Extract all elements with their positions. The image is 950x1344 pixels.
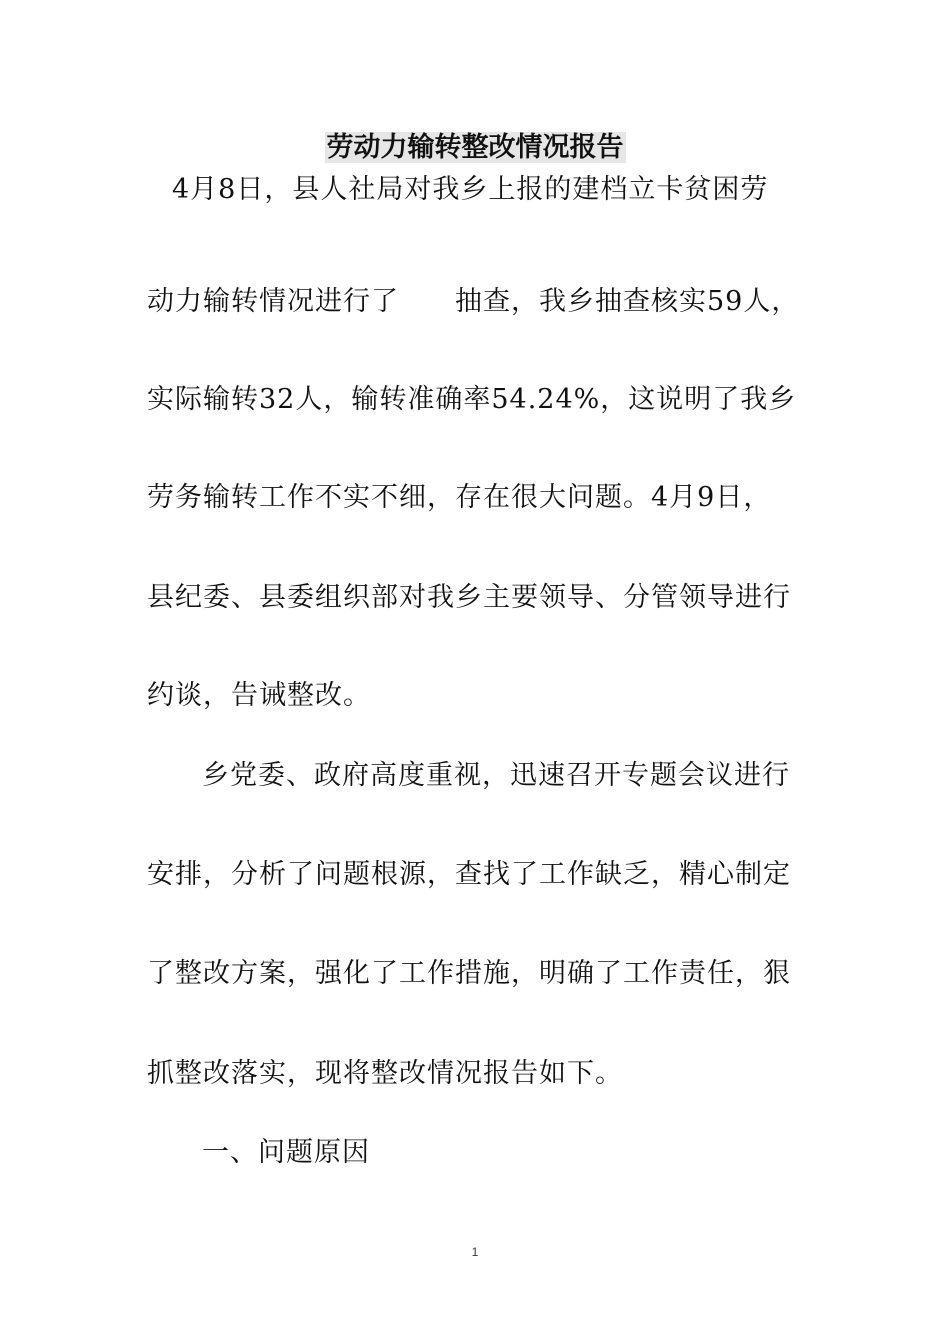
paragraph-line: 乡党委、政府高度重视，迅速召开专题会议进行 — [202, 760, 790, 791]
paragraph-line: 实际输转32人，输转准确率54.24%，这说明了我乡 — [147, 384, 797, 415]
document-title — [0, 128, 950, 168]
paragraph-line: 4月8日，县人社局对我乡上报的建档立卡贫困劳 — [172, 174, 769, 205]
section-heading: 一、问题原因 — [202, 1137, 370, 1168]
paragraph-line: 劳务输转工作不实不细，存在很大问题。4月9日， — [147, 482, 772, 513]
paragraph-line: 了整改方案，强化了工作措施，明确了工作责任，狠 — [147, 958, 791, 989]
page-number: 1 — [471, 1245, 479, 1259]
document-title-text: 劳动力输转整改情况报告 — [326, 132, 624, 163]
paragraph-line: 动力输转情况进行了 抽查，我乡抽查核实59人， — [147, 286, 800, 317]
paragraph-line: 县纪委、县委组织部对我乡主要领导、分管领导进行 — [147, 582, 791, 613]
paragraph-line: 安排，分析了问题根源，查找了工作缺乏，精心制定 — [147, 859, 791, 890]
paragraph-line: 抓整改落实，现将整改情况报告如下。 — [147, 1058, 623, 1089]
paragraph-line: 约谈，告诫整改。 — [147, 680, 371, 711]
